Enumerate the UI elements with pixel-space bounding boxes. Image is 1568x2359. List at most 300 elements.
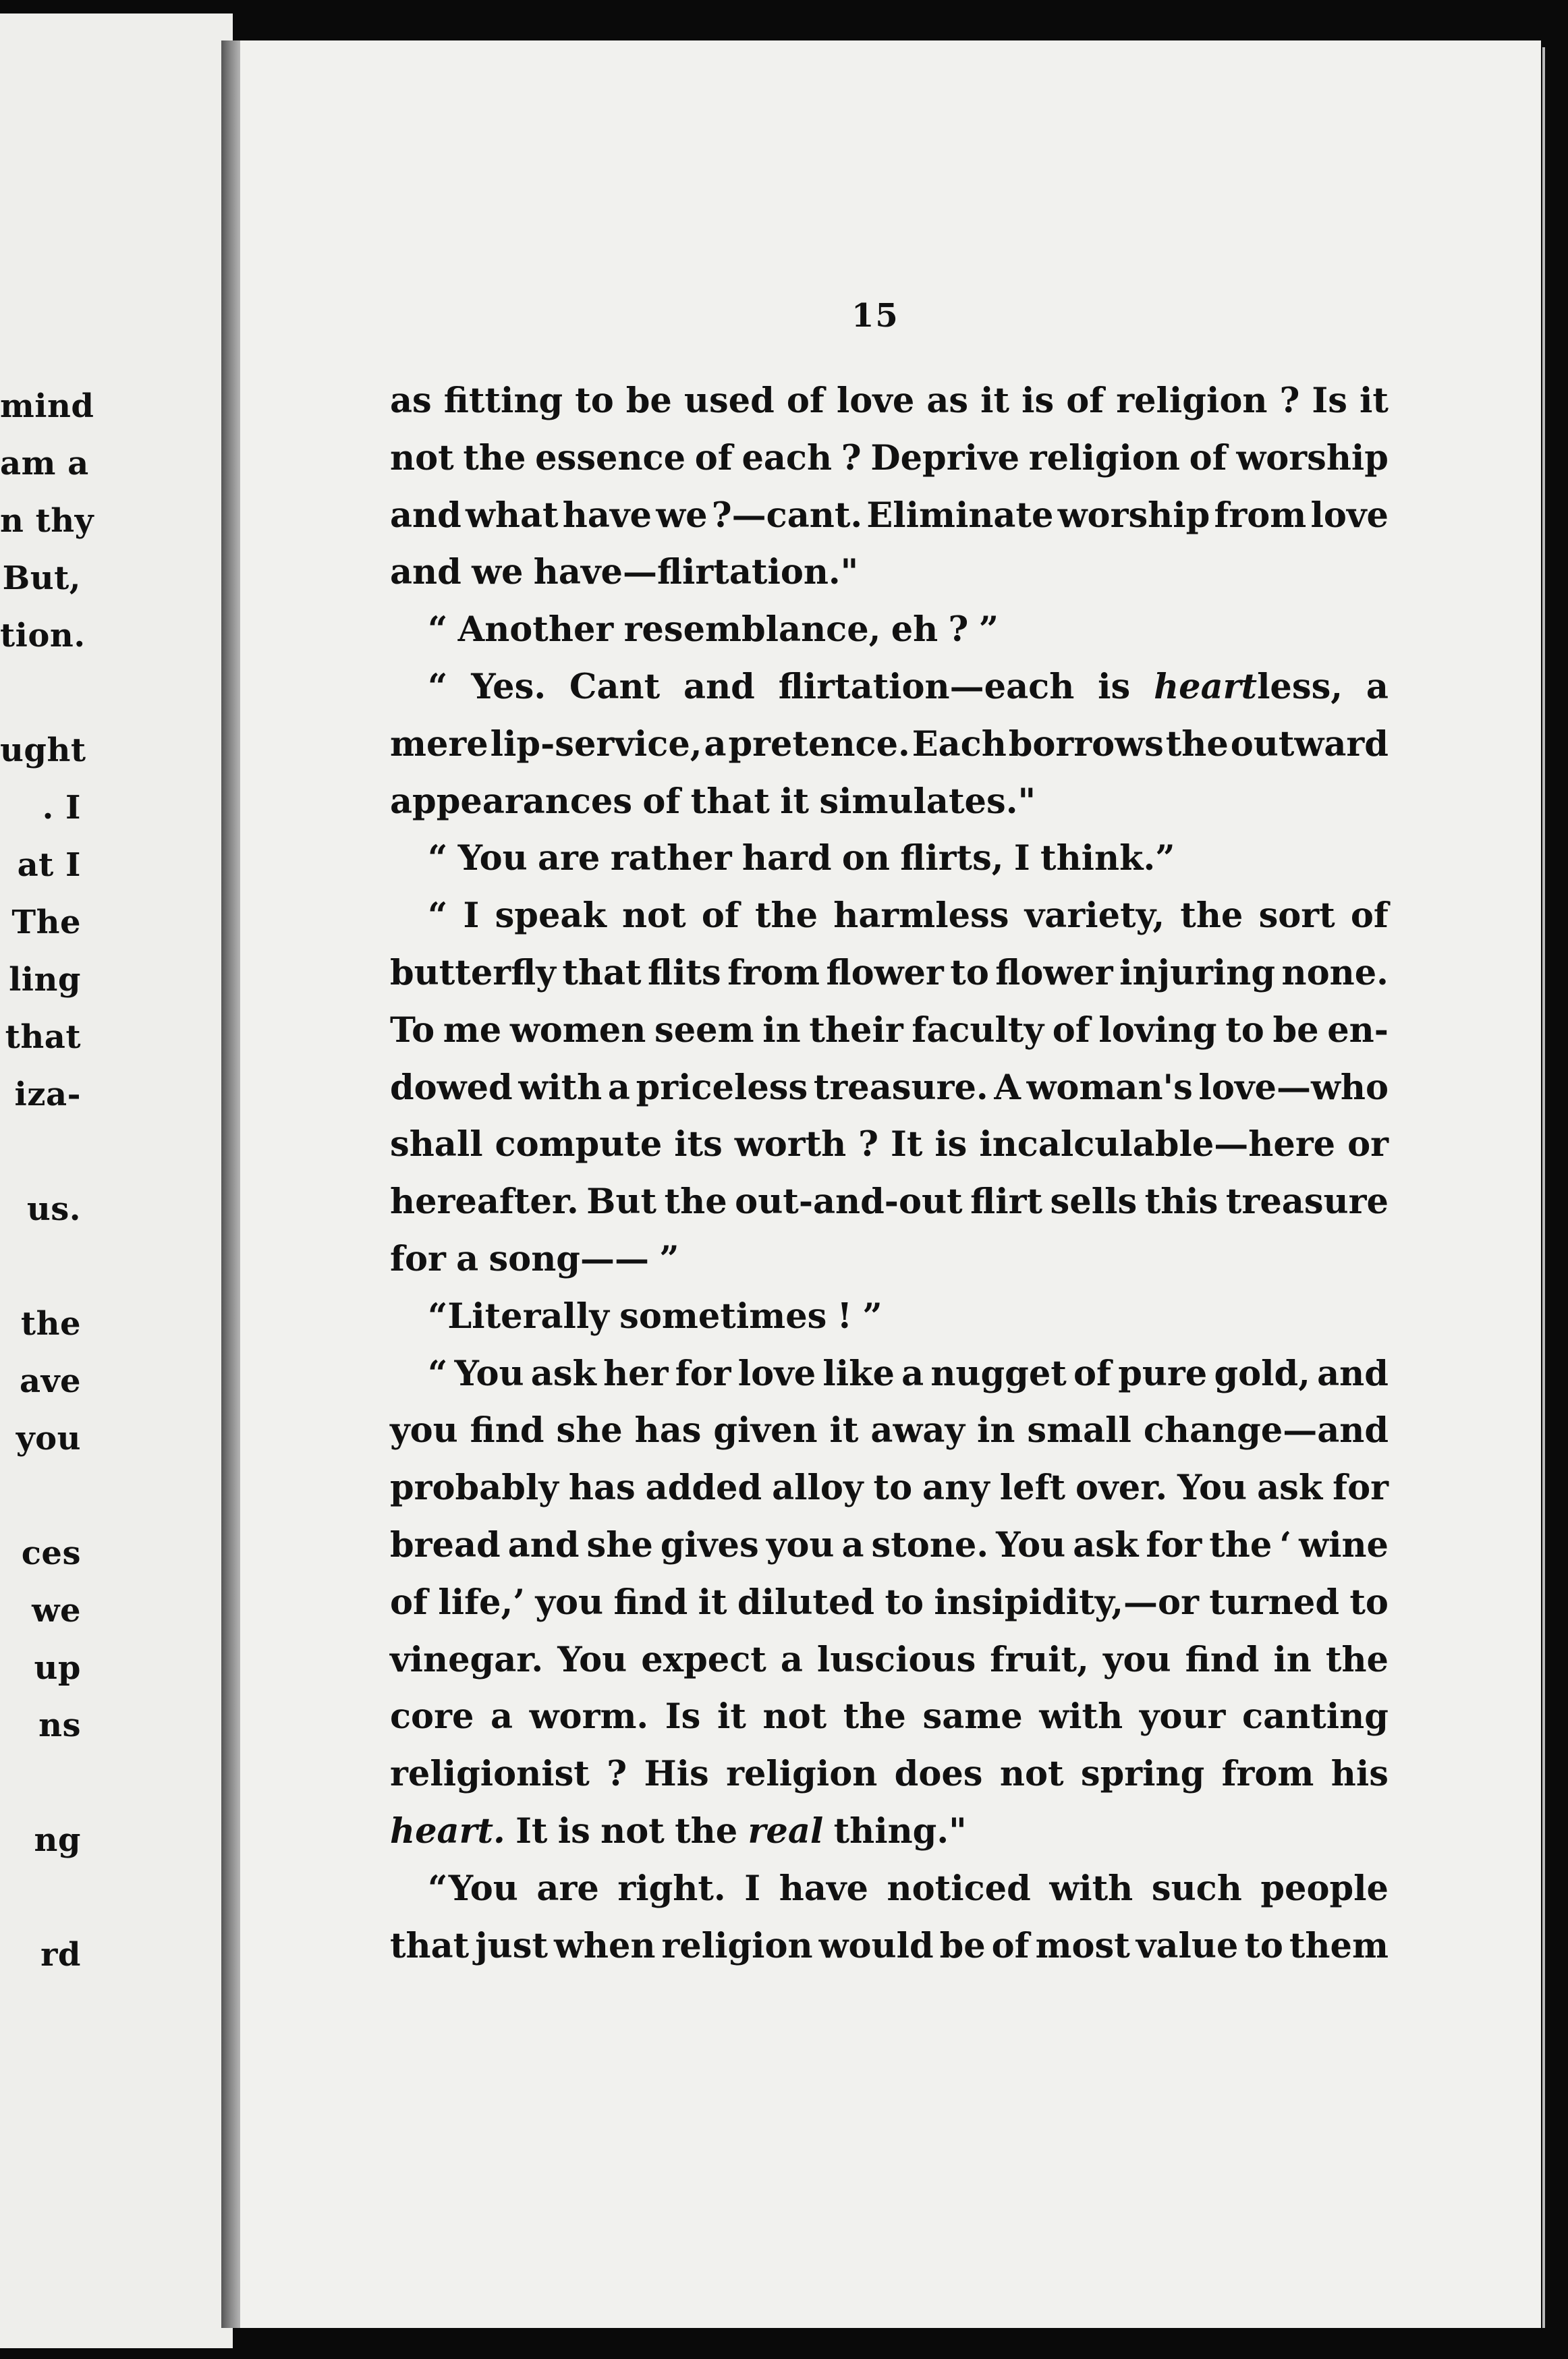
word: same	[922, 1696, 1023, 1738]
word: on	[841, 838, 890, 879]
word: as	[926, 381, 969, 421]
word: does	[894, 1754, 983, 1795]
left-page-fragment: iza-	[14, 1076, 81, 1113]
word: sort	[1258, 895, 1335, 937]
word: find	[613, 1582, 688, 1623]
word: It	[890, 1124, 923, 1165]
word: you	[535, 1582, 604, 1623]
word: the	[754, 895, 818, 937]
word: You	[457, 838, 528, 879]
word: and	[390, 552, 461, 593]
word: be	[625, 381, 672, 421]
word: for	[1333, 1468, 1389, 1509]
text-line	[428, 1864, 1389, 1913]
word: love—who	[1198, 1067, 1389, 1108]
word: wine	[1299, 1525, 1389, 1565]
word: Is	[665, 1696, 701, 1738]
word: what	[466, 495, 559, 536]
word: resemblance,	[623, 609, 881, 650]
word: we	[656, 495, 708, 536]
word: find	[1185, 1639, 1260, 1680]
word: love	[836, 381, 915, 421]
word: a	[607, 1067, 630, 1108]
word: has	[568, 1468, 636, 1509]
left-page-fragment: tion.	[0, 617, 86, 655]
text-line	[390, 548, 858, 596]
word: religion	[661, 1925, 813, 1966]
text-line	[428, 605, 999, 654]
word: song——	[488, 1239, 649, 1279]
word: the	[664, 1182, 727, 1223]
word: of	[1350, 895, 1389, 937]
word: out-and-out	[735, 1182, 963, 1223]
left-page-fragment: that	[5, 1018, 81, 1056]
word: His	[644, 1754, 709, 1795]
word: eh	[891, 609, 939, 650]
word: “	[428, 838, 448, 879]
word: noticed	[887, 1868, 1031, 1909]
word: luscious	[816, 1639, 976, 1680]
word: and	[683, 667, 755, 707]
word: religion	[726, 1754, 878, 1795]
left-page-fragment: ces	[21, 1534, 81, 1572]
word: it	[780, 781, 810, 822]
word: in	[977, 1410, 1015, 1451]
word: harmless	[833, 895, 1009, 937]
text-line	[390, 1692, 1389, 1741]
word: fruit,	[990, 1639, 1089, 1680]
word: small	[1027, 1410, 1131, 1451]
word: his	[1331, 1754, 1389, 1795]
word: its	[674, 1124, 723, 1165]
word: spring	[1080, 1754, 1205, 1795]
word: added	[645, 1468, 762, 1509]
word: to	[885, 1582, 924, 1623]
word: stone.	[871, 1525, 989, 1565]
word: ?	[841, 437, 862, 478]
word: or	[1347, 1124, 1389, 1165]
word: from	[1221, 1754, 1314, 1795]
word: away	[870, 1410, 965, 1451]
word: flirt	[970, 1182, 1043, 1223]
word: gold,	[1214, 1353, 1310, 1394]
word: outward	[1230, 723, 1389, 765]
word: essence	[535, 437, 686, 478]
word: just	[475, 1925, 549, 1966]
word: !	[837, 1296, 853, 1337]
left-page-fragment: ave	[19, 1362, 81, 1400]
left-page-fragment: rd	[40, 1936, 81, 1974]
text-line	[428, 891, 1389, 940]
word: love	[737, 1353, 816, 1394]
word: over.	[1075, 1468, 1168, 1509]
word: change—and	[1143, 1410, 1389, 1451]
word: expect	[641, 1639, 766, 1680]
word: heartless,	[1154, 667, 1343, 707]
word: You	[557, 1639, 627, 1680]
word: it	[698, 1582, 727, 1623]
word: ”	[862, 1296, 883, 1337]
word: borrows	[1008, 723, 1164, 765]
word: I	[744, 1868, 761, 1909]
word: flits	[648, 953, 721, 993]
word: in	[762, 1009, 801, 1051]
word: the	[1165, 723, 1229, 765]
word: is	[557, 1811, 590, 1852]
word: such	[1151, 1868, 1242, 1909]
word: a	[901, 1353, 924, 1394]
left-page-fragment: n thy	[0, 502, 94, 540]
left-page-fragment: the	[20, 1305, 81, 1343]
word: ask	[1073, 1525, 1139, 1565]
word: heart.	[390, 1811, 505, 1852]
word: Deprive	[870, 437, 1020, 478]
text-line	[390, 1120, 1389, 1169]
text-line	[390, 1521, 1389, 1570]
left-page-fragment: mind	[0, 387, 94, 425]
word: religionist	[390, 1754, 590, 1795]
left-page-fragment: at I	[17, 846, 81, 884]
text-line	[390, 1750, 1389, 1798]
text-line	[390, 1406, 1389, 1455]
word: have	[562, 495, 652, 536]
word: she	[586, 1525, 653, 1565]
word: of	[642, 781, 681, 822]
word: be	[939, 1925, 986, 1966]
text-line	[390, 1063, 1389, 1112]
word: is	[1098, 667, 1131, 707]
word: worth	[734, 1124, 847, 1165]
text-line	[428, 663, 1389, 711]
word: woman's	[1026, 1067, 1193, 1108]
word: be	[1272, 1009, 1319, 1051]
text-line	[390, 434, 1389, 482]
word: you	[390, 1410, 458, 1451]
word: insipidity,—or	[934, 1582, 1199, 1623]
word: left	[999, 1468, 1066, 1509]
word: a	[456, 1239, 479, 1279]
word: ?	[948, 609, 969, 650]
word: any	[922, 1468, 990, 1509]
word: each	[741, 437, 833, 478]
word: pure	[1118, 1353, 1208, 1394]
word: of	[786, 381, 824, 421]
left-page-fragment: . I	[42, 789, 81, 827]
word: It	[515, 1811, 548, 1852]
word: life,’	[438, 1582, 525, 1623]
word: that	[690, 781, 770, 822]
word: it	[980, 381, 1010, 421]
word: flirtation—each	[778, 667, 1075, 707]
word: when	[553, 1925, 656, 1966]
word: seem	[654, 1009, 754, 1051]
word: not	[999, 1754, 1064, 1795]
left-page-fragment: ns	[38, 1706, 81, 1744]
word: Cant	[569, 667, 661, 707]
word: with	[1039, 1696, 1123, 1738]
word: incalculable—here	[979, 1124, 1336, 1165]
word: You	[1177, 1468, 1248, 1509]
word: dowed	[390, 1067, 513, 1108]
text-line	[390, 1177, 1389, 1226]
word: right.	[617, 1868, 726, 1909]
text-line	[390, 1578, 1389, 1627]
word: a	[704, 723, 727, 765]
word: flower	[995, 953, 1113, 993]
word: the	[843, 1696, 906, 1738]
word: as	[390, 381, 432, 421]
word: worm.	[529, 1696, 649, 1738]
word: Yes.	[471, 667, 547, 707]
word: for	[675, 1353, 731, 1394]
word: probably	[390, 1468, 559, 1509]
left-page-fragment: up	[34, 1649, 81, 1687]
word: pretence.	[728, 723, 910, 765]
word: hard	[741, 838, 832, 879]
word: To	[390, 1009, 435, 1051]
left-page-fragment: ling	[9, 961, 81, 999]
text-line	[390, 720, 1389, 769]
left-page-fragment: ng	[34, 1821, 81, 1859]
left-page-fragment: But,	[2, 559, 81, 597]
word: nugget	[930, 1353, 1067, 1394]
word: Is	[1312, 381, 1347, 421]
word: “Literally	[428, 1296, 609, 1337]
text-line	[390, 1464, 1389, 1512]
word: used	[683, 381, 775, 421]
word: to	[1225, 1009, 1264, 1051]
word: women	[509, 1009, 646, 1051]
word: of	[1073, 1353, 1111, 1394]
word: of	[701, 895, 739, 937]
word: love	[1310, 495, 1389, 536]
word: them	[1289, 1925, 1389, 1966]
word: her	[603, 1353, 669, 1394]
word: that	[390, 1925, 470, 1966]
word: most	[1035, 1925, 1130, 1966]
word: and	[1317, 1353, 1389, 1394]
word: it	[1360, 381, 1389, 421]
word: Another	[457, 609, 614, 650]
word: injuring	[1119, 953, 1276, 993]
word: to	[950, 953, 989, 993]
left-page-fragment: am a	[0, 445, 89, 482]
text-line	[390, 1235, 679, 1283]
word: bread	[390, 1525, 501, 1565]
word: not	[621, 895, 686, 937]
word: and	[507, 1525, 580, 1565]
word: religion	[1116, 381, 1268, 421]
left-page-fragment: ught	[0, 731, 86, 769]
word: not	[600, 1811, 665, 1852]
word: with	[1049, 1868, 1133, 1909]
word: that	[562, 953, 642, 993]
text-line	[390, 1636, 1389, 1684]
text-line	[428, 834, 1175, 883]
word: worship	[1057, 495, 1210, 536]
word: mere	[390, 723, 488, 765]
word: a	[1366, 667, 1389, 707]
word: you	[1102, 1639, 1171, 1680]
word: You	[454, 1353, 524, 1394]
word: loving	[1098, 1009, 1217, 1051]
text-line	[390, 777, 1036, 826]
word: from	[727, 953, 820, 993]
word: for	[1146, 1525, 1202, 1565]
word: of	[390, 1582, 428, 1623]
word: this	[1144, 1182, 1219, 1223]
text-line	[390, 377, 1389, 425]
word: to	[873, 1468, 913, 1509]
word: of	[1189, 437, 1227, 478]
word: variety,	[1024, 895, 1165, 937]
text-line	[390, 1006, 1389, 1055]
left-page-fragment: The	[11, 904, 81, 941]
word: ask	[1257, 1468, 1323, 1509]
page-number: 15	[851, 297, 899, 335]
word: have	[779, 1868, 868, 1909]
word: “You	[428, 1868, 518, 1909]
word: given	[713, 1410, 818, 1451]
word: You	[996, 1525, 1066, 1565]
word: A	[994, 1067, 1021, 1108]
text-line	[390, 949, 1389, 997]
word: and	[390, 495, 461, 536]
word: the	[1209, 1525, 1272, 1565]
word: you	[766, 1525, 835, 1565]
word: not	[390, 437, 454, 478]
word: in	[1273, 1639, 1312, 1680]
word: of	[694, 437, 733, 478]
word: vinegar.	[390, 1639, 544, 1680]
word: worship	[1236, 437, 1389, 478]
word: fitting	[443, 381, 563, 421]
word: ”	[978, 609, 999, 650]
word: “	[428, 895, 448, 937]
word: flower	[826, 953, 944, 993]
text-line	[428, 1292, 883, 1341]
word: flirts,	[900, 838, 1004, 879]
left-page	[0, 13, 233, 2348]
word: from	[1214, 495, 1307, 536]
word: think.”	[1040, 838, 1175, 879]
word: me	[443, 1009, 502, 1051]
word: butterfly	[390, 953, 556, 993]
word: lip-service,	[490, 723, 702, 765]
word: the	[463, 437, 526, 478]
word: to	[1244, 1925, 1283, 1966]
word: ‘	[1279, 1525, 1292, 1565]
word: sometimes	[619, 1296, 827, 1337]
text-line	[428, 1350, 1389, 1398]
word: But	[586, 1182, 657, 1223]
word: ?	[607, 1754, 627, 1795]
word: priceless	[636, 1067, 808, 1108]
word: Eliminate	[866, 495, 1054, 536]
word: faculty	[912, 1009, 1044, 1051]
word: shall	[390, 1124, 483, 1165]
word: a	[780, 1639, 803, 1680]
word: ?—cant.	[711, 495, 863, 536]
word: have—flirtation."	[533, 552, 859, 593]
word: I	[463, 895, 480, 937]
word: religion	[1028, 437, 1180, 478]
word: ask	[530, 1353, 596, 1394]
word: it	[829, 1410, 859, 1451]
word: simulates."	[819, 781, 1036, 822]
word: sells	[1050, 1182, 1138, 1223]
text-line	[390, 1807, 967, 1856]
word: none.	[1281, 953, 1389, 993]
word: your	[1139, 1696, 1226, 1738]
word: ?	[858, 1124, 879, 1165]
word: it	[717, 1696, 746, 1738]
word: real	[748, 1811, 824, 1852]
word: appearances	[390, 781, 633, 822]
word: she	[556, 1410, 623, 1451]
text-line	[390, 1922, 1389, 1970]
word: of	[1066, 381, 1104, 421]
word: is	[934, 1124, 968, 1165]
word: the	[1325, 1639, 1389, 1680]
word: Each	[912, 723, 1007, 765]
word: of	[1052, 1009, 1090, 1051]
word: “	[428, 609, 448, 650]
word: alloy	[772, 1468, 864, 1509]
word: thing."	[833, 1811, 967, 1852]
left-page-fragment: you	[16, 1420, 81, 1458]
word: gives	[660, 1525, 759, 1565]
word: a	[491, 1696, 513, 1738]
word: a	[841, 1525, 864, 1565]
text-line	[390, 491, 1389, 540]
word: en-	[1327, 1009, 1389, 1051]
book-spine	[221, 40, 242, 2328]
word: ?	[1279, 381, 1300, 421]
word: “	[428, 667, 448, 707]
word: value	[1136, 1925, 1239, 1966]
word: to	[575, 381, 614, 421]
word: the	[1180, 895, 1243, 937]
word: hereafter.	[390, 1182, 579, 1223]
word: speak	[495, 895, 607, 937]
word: turned	[1209, 1582, 1339, 1623]
word: canting	[1242, 1696, 1389, 1738]
word: with	[518, 1067, 603, 1108]
word: treasure.	[813, 1067, 988, 1108]
word: people	[1260, 1868, 1389, 1909]
page-edge	[1542, 47, 1545, 2328]
word: has	[634, 1410, 702, 1451]
word: diluted	[737, 1582, 875, 1623]
word: would	[818, 1925, 934, 1966]
word: is	[1021, 381, 1055, 421]
word: like	[822, 1353, 895, 1394]
word: to	[1349, 1582, 1389, 1623]
word: rather	[610, 838, 732, 879]
word: ”	[659, 1239, 679, 1279]
word: are	[536, 1868, 599, 1909]
word: we	[472, 552, 524, 593]
word: treasure	[1225, 1182, 1389, 1223]
word: core	[390, 1696, 474, 1738]
word: I	[1013, 838, 1030, 879]
word: “	[428, 1353, 448, 1394]
word: find	[470, 1410, 544, 1451]
word: are	[538, 838, 600, 879]
word: of	[991, 1925, 1030, 1966]
word: their	[809, 1009, 903, 1051]
